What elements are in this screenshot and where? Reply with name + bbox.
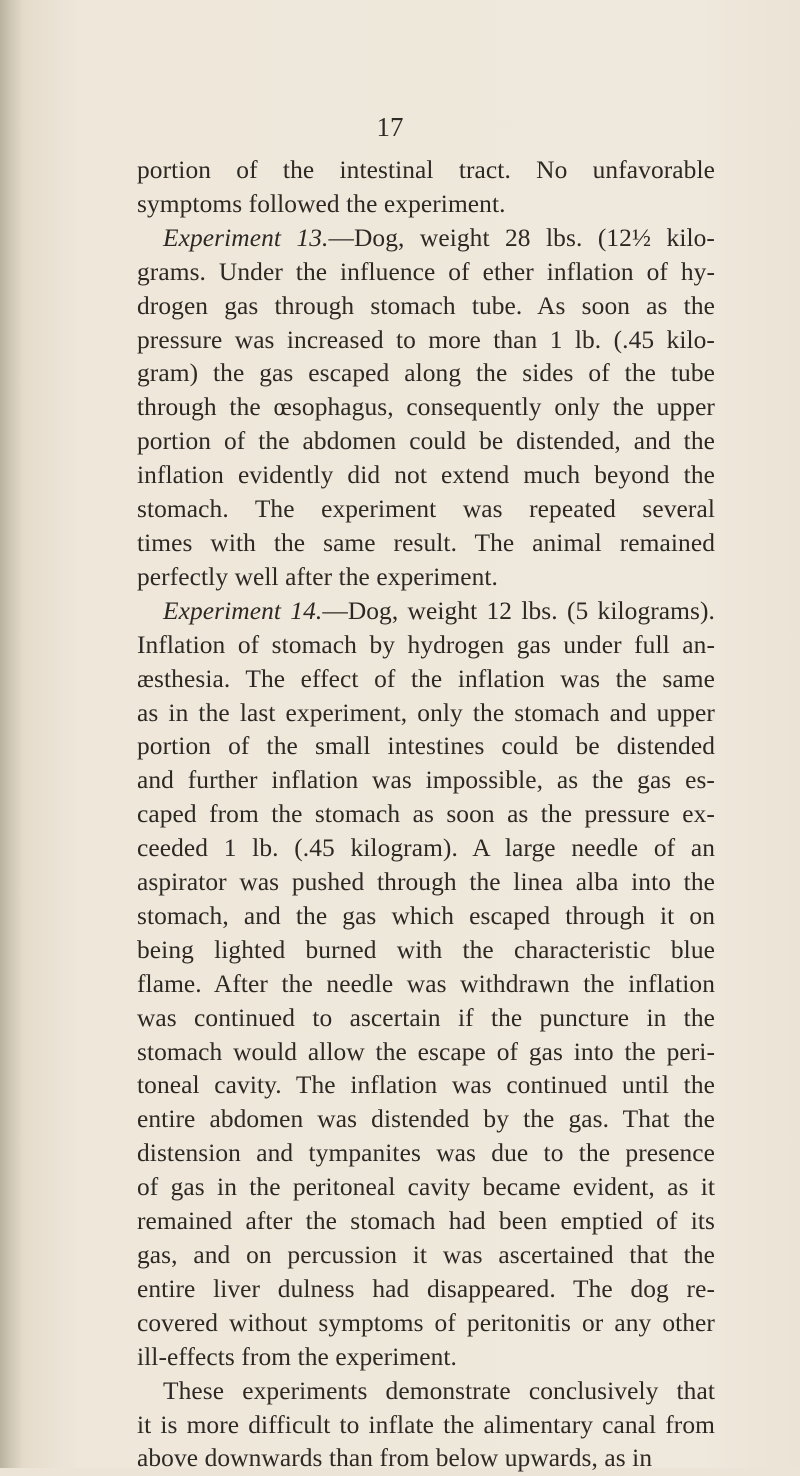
- line-text: pressure was increased to more than 1 lb. (.45 kilo-: [137, 325, 715, 354]
- text-line: [137, 493, 715, 527]
- line-text: gas, and on percussion it was ascertained that the: [137, 1241, 715, 1269]
- text-line: [137, 1442, 715, 1476]
- text-line: [137, 730, 715, 764]
- line-text: as in the last experiment, only the stomach and upper: [137, 698, 715, 727]
- line-text: was continued to ascertain if the puncture in the: [137, 1003, 715, 1032]
- line-text: entire liver dulness had disappeared. The dog re-: [137, 1274, 715, 1303]
- line-text: distension and tympanites was due to the presence: [137, 1139, 715, 1168]
- line-text: entire abdomen was distended by the gas. That the: [137, 1105, 715, 1134]
- text-line: [137, 1341, 715, 1375]
- line-text: portion of the small intestines could be distended: [137, 732, 715, 761]
- line-text: grams. Under the influence of ether inflation of hy-: [137, 257, 715, 286]
- line-text: above downwards than from below upwards, as in: [137, 1444, 653, 1473]
- text-line: [137, 1069, 715, 1103]
- body-text: [137, 154, 715, 1476]
- text-line: [137, 1273, 715, 1307]
- line-text: aspirator was pushed through the linea alba into the: [137, 868, 715, 897]
- text-line: [137, 459, 715, 493]
- line-text: inflation evidently did not extend much beyond the: [137, 461, 715, 490]
- text-line: [137, 1137, 715, 1171]
- text-line: [137, 1409, 715, 1443]
- line-text: portion of the abdomen could be distended, and the: [137, 427, 715, 456]
- text-line: [137, 561, 715, 595]
- text-line: [137, 968, 715, 1002]
- text-line: [137, 391, 715, 425]
- line-text: portion of the intestinal tract. No unfavorable: [137, 156, 715, 184]
- line-text: stomach, and the gas which escaped through it on: [137, 901, 715, 930]
- text-line: [137, 1036, 715, 1070]
- line-text: remained after the stomach had been emptied of its: [137, 1207, 715, 1236]
- line-text: covered without symptoms of peritonitis or any other: [137, 1308, 715, 1337]
- text-line: [137, 663, 715, 697]
- experiment-heading: Experiment 14.: [163, 596, 323, 625]
- line-text: —Dog, weight 12 lbs. (5 kilograms).: [322, 596, 715, 625]
- line-text: flame. After the needle was withdrawn the inflation: [137, 969, 715, 998]
- line-text: stomach would allow the escape of gas into the peri-: [137, 1037, 715, 1066]
- line-text: times with the same result. The animal remained: [137, 528, 715, 557]
- line-text: through the œsophagus, consequently only the upper: [137, 393, 715, 422]
- line-text: ceeded 1 lb. (.45 kilogram). A large needle of an: [137, 834, 715, 863]
- text-line: [137, 934, 715, 968]
- line-text: ill-effects from the experiment.: [137, 1342, 457, 1371]
- text-line: [137, 798, 715, 832]
- line-text: symptoms followed the experiment.: [137, 189, 506, 218]
- text-line: [137, 188, 715, 222]
- text-line: [137, 832, 715, 866]
- text-line: [137, 1002, 715, 1036]
- text-line: [137, 222, 715, 256]
- line-text: being lighted burned with the characteristic blue: [137, 935, 715, 964]
- line-text: —Dog, weight 28 lbs. (12½ kilo-: [328, 223, 715, 252]
- line-text: Inflation of stomach by hydrogen gas under full an-: [137, 630, 715, 659]
- text-line: [137, 425, 715, 459]
- text-line: [137, 324, 715, 358]
- line-text: gram) the gas escaped along the sides of the tube: [137, 359, 715, 388]
- text-line: [137, 357, 715, 391]
- text-line: [137, 256, 715, 290]
- line-text: caped from the stomach as soon as the pressure ex-: [137, 800, 715, 829]
- text-line: [137, 1171, 715, 1205]
- text-line: [137, 764, 715, 798]
- line-text: of gas in the peritoneal cavity became evident, as it: [137, 1173, 715, 1202]
- text-line: [137, 1307, 715, 1341]
- text-line: [137, 290, 715, 324]
- line-text: æsthesia. The effect of the inflation was the same: [137, 664, 715, 693]
- text-line: [137, 1103, 715, 1137]
- text-line: [137, 527, 715, 561]
- text-line: [137, 629, 715, 663]
- line-text: stomach. The experiment was repeated several: [137, 495, 715, 524]
- line-text: perfectly well after the experiment.: [137, 562, 499, 591]
- experiment-heading: Experiment 13.: [163, 223, 329, 252]
- text-line: [137, 697, 715, 731]
- text-line: [137, 900, 715, 934]
- text-line: [137, 1205, 715, 1239]
- page-number: 17: [376, 112, 404, 142]
- text-line: [137, 154, 715, 188]
- line-text: drogen gas through stomach tube. As soon as the: [137, 291, 715, 320]
- text-line: [137, 595, 715, 629]
- text-line: [137, 1239, 715, 1273]
- line-text: and further inflation was impossible, as the gas es-: [137, 766, 715, 795]
- line-text: it is more difficult to inflate the alimentary canal from: [137, 1410, 715, 1439]
- line-text: These experiments demonstrate conclusively that: [163, 1376, 715, 1405]
- page-gutter-shadow: [0, 0, 22, 1468]
- text-line: [137, 1375, 715, 1409]
- text-line: [137, 866, 715, 900]
- line-text: toneal cavity. The inflation was continued until the: [137, 1071, 715, 1100]
